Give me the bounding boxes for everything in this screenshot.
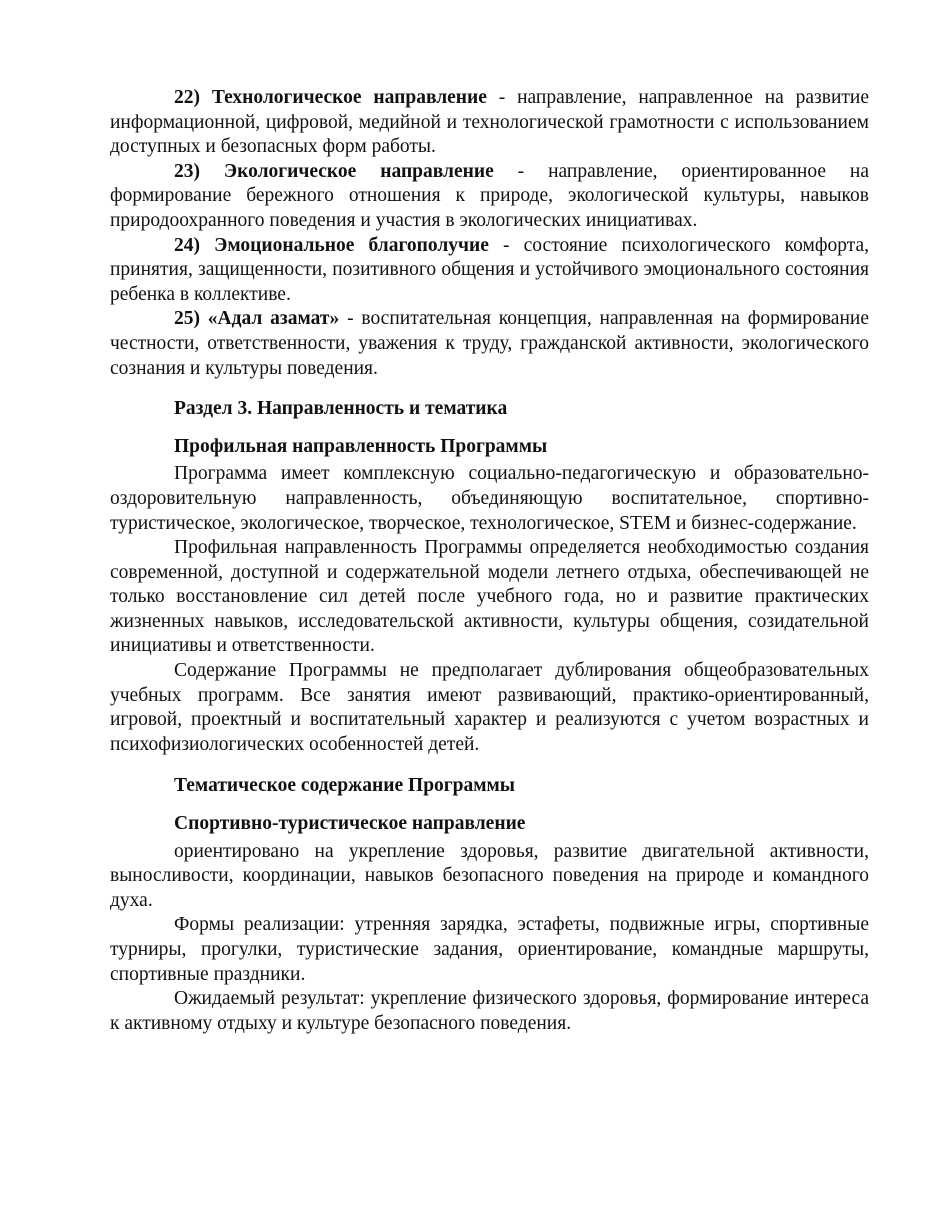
definition-term: 23) Экологическое направление — [174, 160, 494, 182]
definition-24 — [110, 234, 869, 308]
profile-paragraph: Профильная направленность Программы определяется необходимостью создания современной, доступной и содержательной модели летнего отдыха, обеспечивающей не только восстановление сил детей после учебного года, но и развитие практических жизненных навыков, исследовательской активности, культуры общения, созидательной инициативы и ответственности. — [110, 537, 869, 657]
document-page — [110, 86, 869, 1036]
definition-term: 25) «Адал азамат» — [174, 308, 340, 330]
thematic-paragraph: ориентировано на укрепление здоровья, развитие двигательной активности, выносливости, координации, навыков безопасного поведения на природе и командного духа. — [110, 840, 869, 911]
thematic-paragraph: Ожидаемый результат: укрепление физического здоровья, формирование интереса к активному отдыху и культуре безопасного поведения. — [110, 988, 869, 1034]
definition-term: 24) Эмоциональное благополучие — [174, 234, 489, 256]
definition-23 — [110, 160, 869, 234]
thematic-heading: Тематическое содержание Программы — [174, 775, 516, 797]
thematic-paragraph: Формы реализации: утренняя зарядка, эстафеты, подвижные игры, спортивные турниры, прогулки, туристические задания, ориентирование, командные маршруты, спортивные праздники. — [110, 914, 869, 985]
definition-25 — [110, 307, 869, 381]
definition-22 — [110, 86, 869, 160]
definition-term: 22) Технологическое направление — [174, 87, 487, 108]
definition-text: - направление, ориентированное на формирование бережного отношения к природе, экологической культуры, навыков природоохранного поведения и участия в экологических инициативах. — [110, 160, 869, 231]
profile-paragraph: Программа имеет комплексную социально-педагогическую и образовательно-оздоровительную направленность, объединяющую воспитательное, спортивно-туристическое, экологическое, творческое, технологическое, STEM и бизнес-содержание. — [110, 463, 869, 534]
definition-text: - состояние психологического комфорта, принятия, защищенности, позитивного общения и устойчивого эмоционального состояния ребенка в коллективе. — [110, 234, 869, 305]
definition-text: - воспитательная концепция, направленная на формирование честности, ответственности, уважения к труду, гражданской активности, экологического сознания и культуры поведения. — [110, 308, 869, 379]
profile-paragraph: Содержание Программы не предполагает дублирования общеобразовательных учебных программ. Все занятия имеют развивающий, практико-ориентированный, игровой, проектный и воспитательный характер и реализуются с учетом возрастных и психофизиологических особенностей детей. — [110, 660, 869, 755]
thematic-subheading: Спортивно-туристическое направление — [174, 813, 526, 835]
definition-text: - направление, направленное на развитие информационной, цифровой, медийной и технологической грамотности с использованием доступных и безопасных форм работы. — [110, 87, 869, 158]
section-title: Раздел 3. Направленность и тематика — [174, 398, 508, 420]
profile-heading: Профильная направленность Программы — [174, 435, 548, 457]
